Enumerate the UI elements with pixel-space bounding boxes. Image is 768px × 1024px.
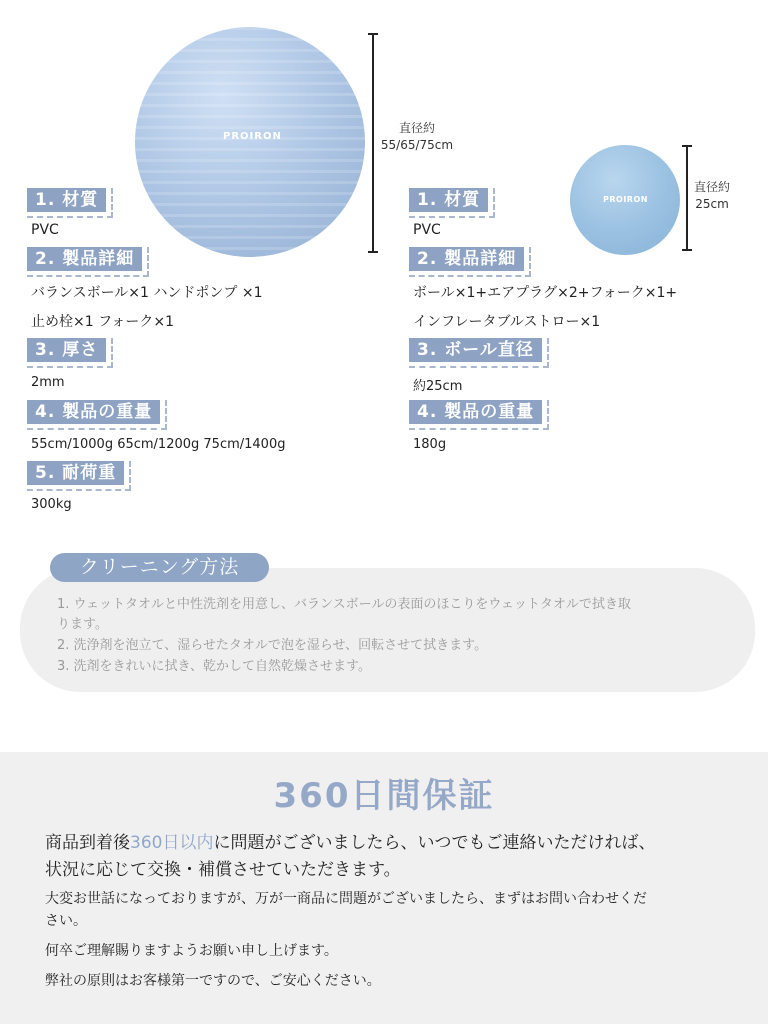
right-spec-details-label: 2. 製品詳細 bbox=[409, 247, 531, 277]
guarantee-title: 360日間保証 bbox=[273, 776, 495, 816]
guarantee-note-2: 何卒ご理解賜りますようお願い申し上げます。 bbox=[45, 943, 338, 959]
large-ball-dimension-prefix: 直径約 bbox=[398, 121, 435, 135]
cleaning-step-2: 2. 洗浄剤を泡立て、湿らせたタオルで泡を湿らせ、回転させて拭きます。 bbox=[57, 638, 488, 653]
guarantee-note-3: 弊社の原則はお客様第一ですので、ご安心ください。 bbox=[45, 973, 381, 989]
large-ball-dimension-bracket bbox=[372, 33, 374, 253]
right-spec-details-line2: インフレータブルストロー×1 bbox=[413, 314, 601, 330]
left-spec-details-label: 2. 製品詳細 bbox=[27, 247, 149, 277]
right-spec-diameter-value: 約25cm bbox=[413, 379, 463, 394]
large-balance-ball-image bbox=[135, 27, 365, 257]
guarantee-main-line2: 状況に応じて交換・補償させていただきます。 bbox=[45, 860, 401, 880]
right-spec-material-label: 1. 材質 bbox=[409, 188, 495, 218]
left-spec-load-value: 300kg bbox=[31, 497, 72, 512]
small-ball-brand: PROIRON bbox=[603, 195, 648, 204]
guarantee-note-1-continued: さい。 bbox=[45, 913, 87, 929]
large-ball-dimension-label bbox=[378, 120, 456, 154]
small-pilates-ball-image bbox=[570, 145, 680, 255]
guarantee-note-1: 大変お世話になっておりますが、万が一商品に問題がございましたら、まずはお問い合わせくだ bbox=[45, 891, 647, 907]
left-spec-material-value: PVC bbox=[31, 222, 59, 238]
cleaning-step-1: 1. ウェットタオルと中性洗剤を用意し、バランスボールの表面のほこりをウェットタオルで拭き取 bbox=[57, 597, 631, 612]
left-spec-weight-label: 4. 製品の重量 bbox=[27, 400, 167, 430]
guarantee-main-suffix: に問題がございましたら、いつでもご連絡いただければ、 bbox=[213, 833, 656, 853]
left-spec-load-label: 5. 耐荷重 bbox=[27, 461, 131, 491]
left-spec-thickness-value: 2mm bbox=[31, 375, 65, 390]
left-spec-details-line2: 止め栓×1 フォーク×1 bbox=[31, 314, 175, 330]
left-spec-weight-value: 55cm/1000g 65cm/1200g 75cm/1400g bbox=[31, 437, 286, 452]
right-spec-details-line1: ボール×1+エアプラグ×2+フォーク×1+ bbox=[413, 285, 678, 301]
cleaning-step-3: 3. 洗剤をきれいに拭き、乾かして自然乾燥させます。 bbox=[57, 659, 371, 674]
guarantee-period-highlight: 360日以内 bbox=[130, 833, 214, 853]
small-ball-dimension-value: 25cm bbox=[695, 197, 729, 211]
left-spec-material-label: 1. 材質 bbox=[27, 188, 113, 218]
left-spec-thickness-label: 3. 厚さ bbox=[27, 338, 113, 368]
right-spec-material-value: PVC bbox=[413, 222, 441, 238]
cleaning-step-1-continued: ります。 bbox=[57, 617, 108, 632]
small-ball-dimension-prefix: 直径約 bbox=[693, 180, 730, 194]
left-spec-details-line1: バランスボール×1 ハンドポンプ ×1 bbox=[31, 285, 263, 301]
cleaning-title: クリーニング方法 bbox=[50, 553, 269, 582]
right-spec-weight-label: 4. 製品の重量 bbox=[409, 400, 549, 430]
right-spec-diameter-label: 3. ボール直径 bbox=[409, 338, 549, 368]
guarantee-main-prefix: 商品到着後 bbox=[45, 833, 130, 853]
large-ball-brand: PROIRON bbox=[223, 131, 282, 142]
guarantee-main-line1 bbox=[45, 828, 655, 853]
right-spec-weight-value: 180g bbox=[413, 437, 447, 452]
small-ball-dimension-label bbox=[688, 179, 736, 213]
large-ball-dimension-value: 55/65/75cm bbox=[380, 138, 454, 152]
